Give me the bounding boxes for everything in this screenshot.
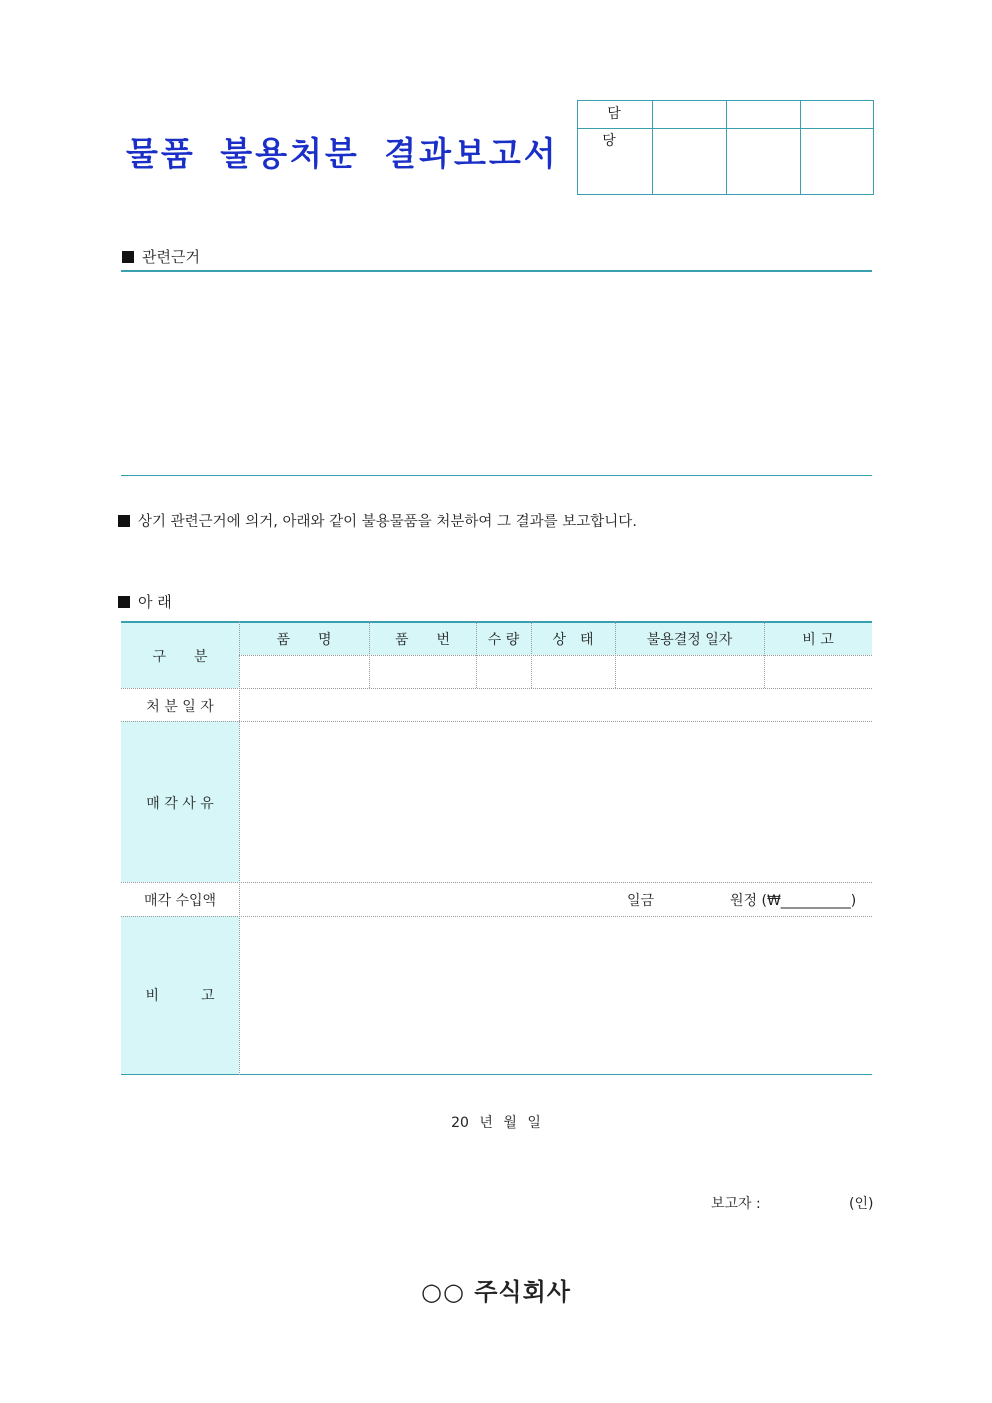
amount-prefix: 일금 bbox=[627, 893, 655, 909]
approval-column-divider bbox=[726, 101, 727, 194]
approval-box bbox=[577, 100, 874, 195]
row-divider bbox=[121, 882, 872, 883]
row-divider bbox=[239, 655, 872, 656]
section-basis-top-rule bbox=[121, 270, 872, 272]
row-divider bbox=[121, 688, 872, 689]
approval-column-divider bbox=[800, 101, 801, 194]
row-divider bbox=[121, 721, 872, 722]
row-divider bbox=[121, 916, 872, 917]
sale-income-label: 매각 수입액 bbox=[143, 893, 217, 909]
section-basis-heading: 관련근거 bbox=[122, 246, 200, 267]
remarks-label: 비 고 bbox=[145, 988, 215, 1004]
company-name: ○○ 주식회사 bbox=[421, 1278, 571, 1306]
section-basis-bottom-rule bbox=[121, 475, 872, 476]
category-label: 구 분 bbox=[152, 649, 208, 665]
column-header-item-number: 품 번 bbox=[394, 632, 451, 648]
column-header-quantity: 수 량 bbox=[487, 632, 520, 648]
statement-text: 상기 관련근거에 의거, 아래와 같이 불용물품을 처분하여 그 결과를 보고합니다. bbox=[118, 510, 637, 531]
disposal-table bbox=[121, 621, 872, 1075]
reporter-seal: (인) bbox=[849, 1196, 874, 1212]
date-line: 20 년 월 일 bbox=[451, 1115, 541, 1131]
amount-suffix: 원정 (₩__________) bbox=[730, 893, 857, 909]
sale-reason-label: 매 각 사 유 bbox=[146, 796, 214, 812]
page-title: 물품 불용처분 결과보고서 bbox=[126, 134, 559, 173]
column-header-condition: 상 태 bbox=[552, 632, 594, 648]
table-bottom-rule bbox=[121, 1074, 872, 1075]
column-header-remarks: 비 고 bbox=[802, 632, 834, 648]
column-header-decision-date: 불용결정 일자 bbox=[646, 632, 733, 648]
column-header-item-name: 품 명 bbox=[276, 632, 332, 648]
disposal-date-label: 처 분 일 자 bbox=[146, 699, 214, 715]
approval-column-divider bbox=[652, 101, 653, 194]
square-bullet-icon bbox=[118, 596, 130, 608]
square-bullet-icon bbox=[122, 251, 134, 263]
table-top-rule bbox=[121, 621, 872, 623]
column-divider bbox=[239, 621, 240, 1075]
approval-label: 담 당 bbox=[602, 106, 633, 149]
square-bullet-icon bbox=[118, 515, 130, 527]
reporter-label: 보고자 : bbox=[711, 1196, 761, 1212]
section-below-heading: 아 래 bbox=[118, 591, 172, 612]
